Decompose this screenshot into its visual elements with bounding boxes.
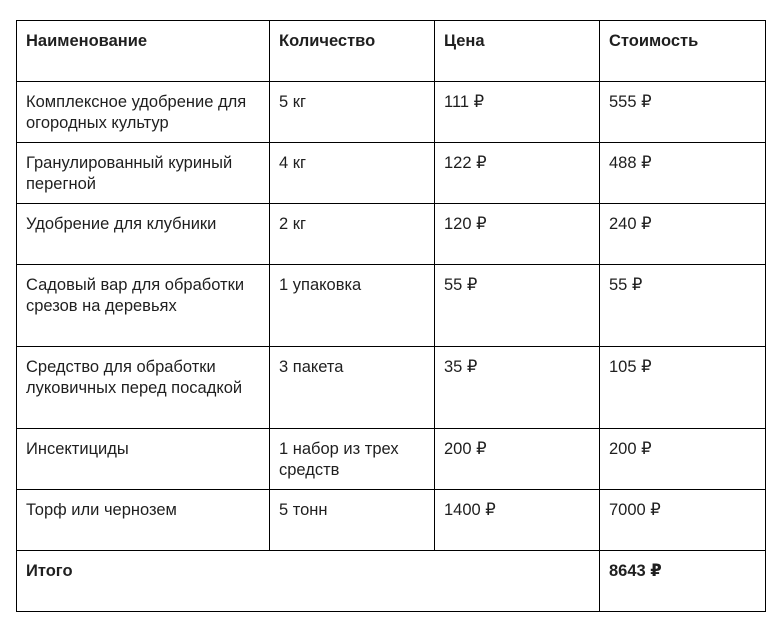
cell-quantity: 1 набор из трех средств [270, 429, 435, 490]
table-row [17, 347, 766, 429]
cell-cost: 7000 ₽ [600, 490, 766, 551]
cell-cost: 55 ₽ [600, 265, 766, 347]
cell-quantity: 3 пакета [270, 347, 435, 429]
cell-cost: 105 ₽ [600, 347, 766, 429]
table-row [17, 82, 766, 143]
cell-name: Средство для обработки луковичных перед посадкой [17, 347, 270, 429]
table-total-row [17, 551, 766, 612]
header-name: Наименование [17, 21, 270, 82]
cell-cost: 240 ₽ [600, 204, 766, 265]
cell-name: Торф или чернозем [17, 490, 270, 551]
cell-cost: 555 ₽ [600, 82, 766, 143]
table-header-row [17, 21, 766, 82]
cell-cost: 200 ₽ [600, 429, 766, 490]
cell-quantity: 2 кг [270, 204, 435, 265]
cell-name: Садовый вар для обработки срезов на деревьях [17, 265, 270, 347]
cell-name: Удобрение для клубники [17, 204, 270, 265]
total-value: 8643 ₽ [600, 551, 766, 612]
cell-price: 122 ₽ [435, 143, 600, 204]
header-quantity: Количество [270, 21, 435, 82]
cell-price: 35 ₽ [435, 347, 600, 429]
cell-name: Инсектициды [17, 429, 270, 490]
header-price: Цена [435, 21, 600, 82]
table-row [17, 265, 766, 347]
cell-quantity: 1 упаковка [270, 265, 435, 347]
table-row [17, 429, 766, 490]
cell-price: 111 ₽ [435, 82, 600, 143]
table-row [17, 490, 766, 551]
cell-price: 55 ₽ [435, 265, 600, 347]
table-row [17, 204, 766, 265]
cell-cost: 488 ₽ [600, 143, 766, 204]
cell-price: 1400 ₽ [435, 490, 600, 551]
header-cost: Стоимость [600, 21, 766, 82]
total-label: Итого [17, 551, 600, 612]
price-table-container [16, 20, 766, 612]
cell-quantity: 5 тонн [270, 490, 435, 551]
cell-price: 200 ₽ [435, 429, 600, 490]
table-row [17, 143, 766, 204]
cell-name: Гранулированный куриный перегной [17, 143, 270, 204]
price-table [16, 20, 766, 612]
cell-price: 120 ₽ [435, 204, 600, 265]
cell-quantity: 5 кг [270, 82, 435, 143]
cell-name: Комплексное удобрение для огородных культур [17, 82, 270, 143]
cell-quantity: 4 кг [270, 143, 435, 204]
